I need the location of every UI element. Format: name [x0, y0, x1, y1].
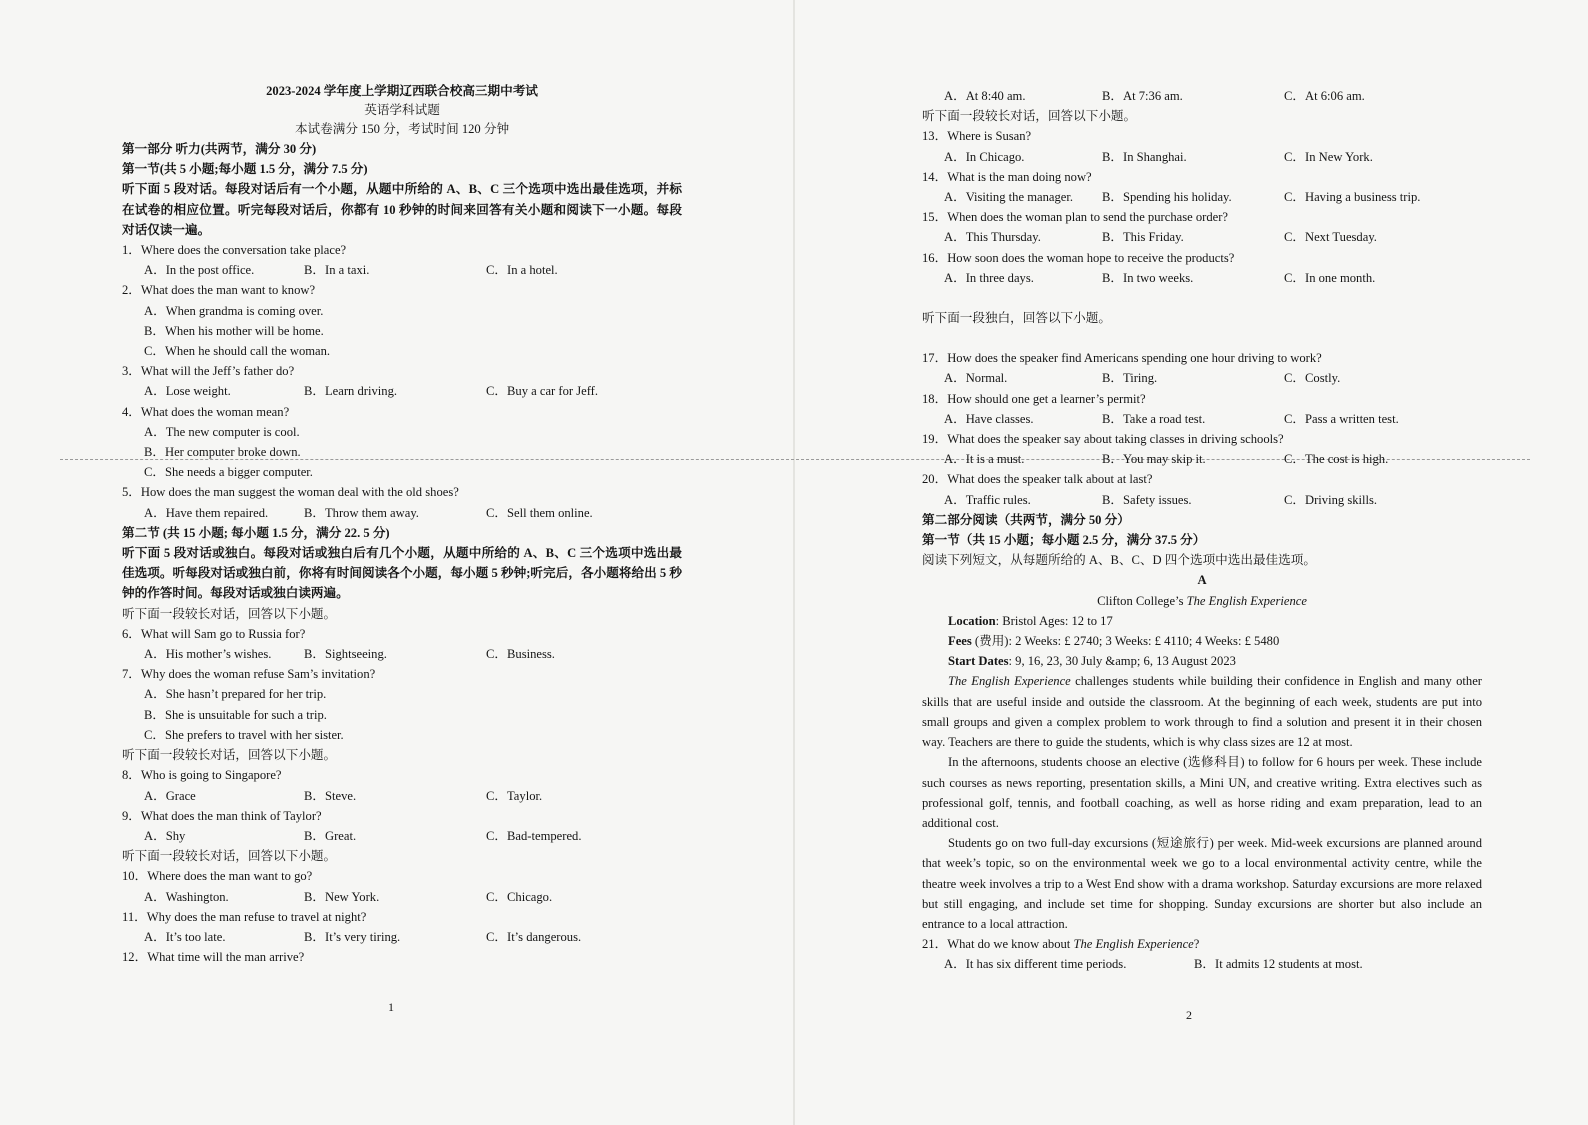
part1-heading: 第一部分 听力(共两节，满分 30 分): [122, 142, 317, 156]
option-a: A．When grandma is coming over.: [144, 303, 324, 318]
listen-instruction: 听下面一段较长对话，回答以下小题。: [122, 606, 337, 621]
spacer: [922, 328, 1482, 348]
option-b: B．When his mother will be home.: [144, 323, 324, 338]
option-b: B．In a taxi.: [304, 263, 370, 278]
question-7: 7．Why does the woman refuse Sam’s invitation?: [122, 667, 376, 682]
option-b: B．Safety issues.: [1102, 492, 1192, 507]
option-c: C．In one month.: [1284, 270, 1376, 285]
option-a: A．Shy: [144, 828, 186, 843]
option-b: B．Throw them away.: [304, 505, 419, 520]
option-b: B．New York.: [304, 889, 380, 904]
question-10: 10．Where does the man want to go?: [122, 869, 313, 884]
option-b: B．Her computer broke down.: [144, 445, 301, 460]
option-c: C．In New York.: [1284, 149, 1373, 164]
option-c: C．It’s dangerous.: [486, 929, 582, 944]
option-a: A．Have them repaired.: [144, 505, 269, 520]
section2-heading: 第二节 (共 15 小题; 每小题 1.5 分，满分 22. 5 分): [122, 525, 390, 540]
passage-letter: A: [1197, 573, 1207, 588]
option-b: B．In two weeks.: [1102, 270, 1194, 285]
question-8: 8．Who is going to Singapore?: [122, 768, 282, 783]
question-13-options: [922, 147, 1482, 167]
option-a: A．Traffic rules.: [944, 492, 1031, 507]
question-19: 19．What does the speaker say about taking classes in driving schools?: [922, 432, 1284, 447]
option-b: B．Steve.: [304, 788, 357, 803]
option-c: C．Chicago.: [486, 889, 553, 904]
passage-title: [922, 591, 1482, 611]
question-10-options: [122, 887, 682, 907]
option-b: B．Spending his holiday.: [1102, 190, 1232, 205]
option-a: A．In the post office.: [144, 263, 255, 278]
start-value: : 9, 16, 23, 30 July &amp; 6, 13 August 2023: [1008, 654, 1236, 669]
question-6-options: [122, 644, 682, 664]
question-19-options: [922, 449, 1482, 469]
option-b: B．Take a road test.: [1102, 411, 1206, 426]
option-c: C．In a hotel.: [486, 263, 558, 278]
option-b: B．You may skip it.: [1102, 452, 1206, 467]
question-16: 16．How soon does the woman hope to receive the products?: [922, 250, 1235, 265]
listen-instruction: 听下面一段较长对话，回答以下小题。: [122, 849, 337, 864]
question-14: 14．What is the man doing now?: [922, 169, 1092, 184]
question-5-options: [122, 503, 682, 523]
passage-paragraph-1: [922, 671, 1482, 752]
question-17: 17．How does the speaker find Americans spending one hour driving to work?: [922, 351, 1322, 366]
option-a: A．Grace: [144, 788, 196, 803]
question-4: 4．What does the woman mean?: [122, 404, 290, 419]
question-14-options: [922, 187, 1482, 207]
option-b: B．At 7:36 am.: [1102, 89, 1183, 103]
option-c: C．At 6:06 am.: [1284, 89, 1365, 103]
paragraph-1-italic: The English Experience: [948, 674, 1071, 689]
reading-instructions: 阅读下列短文，从每题所给的 A、B、C、D 四个选项中选出最佳选项。: [922, 553, 1316, 568]
right-column: [922, 86, 1482, 975]
option-b: B．Great.: [304, 828, 357, 843]
option-b: B．Learn driving.: [304, 384, 398, 399]
option-c: C．Having a business trip.: [1284, 190, 1421, 205]
option-b: B．Tiring.: [1102, 371, 1158, 386]
option-c: C．When he should call the woman.: [144, 344, 331, 359]
option-c: C．Buy a car for Jeff.: [486, 384, 599, 399]
option-a: A．Normal.: [944, 371, 1008, 386]
option-c: C．Business.: [486, 647, 555, 662]
option-a: A．Have classes.: [944, 411, 1034, 426]
option-c: C．Driving skills.: [1284, 492, 1378, 507]
listen-instruction: 听下面一段较长对话，回答以下小题。: [922, 109, 1137, 124]
left-column: [122, 82, 682, 967]
option-a: A．Visiting the manager.: [944, 190, 1074, 205]
section1-instructions: 听下面 5 段对话。每段对话后有一个小题，从题中所给的 A、B、C 三个选项中选出最佳选项，并标在试卷的相应位置。听完每段对话后，你都有 10 秒钟的时间来回答有关小题和阅读下一小题。每段对话仅读一遍。: [122, 182, 682, 237]
option-b: B．It admits 12 students at most.: [1194, 957, 1363, 972]
info-location: [922, 611, 1482, 631]
location-value: : Bristol Ages: 12 to 17: [995, 613, 1113, 628]
option-a: A．The new computer is cool.: [144, 424, 300, 439]
question-15-options: [922, 227, 1482, 247]
info-start-dates: [922, 651, 1482, 671]
fees-value: (费用): 2 Weeks: £ 2740; 3 Weeks: £ 4110; 4 Weeks: £ 5480: [971, 634, 1280, 649]
question-11-options: [122, 927, 682, 947]
listen-instruction: 听下面一段独白，回答以下小题。: [922, 311, 1111, 326]
option-b: B．It’s very tiring.: [304, 929, 401, 944]
option-c: C．Taylor.: [486, 788, 543, 803]
question-5: 5．How does the man suggest the woman deal with the old shoes?: [122, 485, 459, 500]
option-c: C．Pass a written test.: [1284, 411, 1399, 426]
passage-paragraph-2: In the afternoons, students choose an elective (选修科目) to follow for 6 hours per week. These include such courses as news reporting, presentation skills, a Mini UN, and creative writing. Extra electives such as professional golf, tennis, and football coaching, as well as horse riding and exam preparation, lead to an additional cost.: [922, 755, 1482, 830]
question-3: 3．What will the Jeff’s father do?: [122, 364, 295, 379]
reading-section1-heading: 第一节（共 15 小题；每小题 2.5 分，满分 37.5 分）: [922, 533, 1206, 548]
spacer: [922, 288, 1482, 308]
question-18-options: [922, 409, 1482, 429]
start-label: Start Dates: [948, 654, 1009, 669]
passage-title-italic: The English Experience: [1186, 593, 1307, 608]
option-c: C．She needs a bigger computer.: [144, 465, 313, 480]
passage-paragraph-3: Students go on two full-day excursions (短途旅行) per week. Mid-week excursions are planned around that week’s topic, so on the environmental week we go to a local environmental activity centre, while the theatre week involves a trip to a West End show with a drama workshop. Saturday excursions are more relaxed but still engaging, and include set time for shopping. Sunday excursions are shorter but also include an entrance to a local attraction.: [922, 836, 1482, 931]
option-c: C．Costly.: [1284, 371, 1341, 386]
question-12: 12．What time will the man arrive?: [122, 950, 305, 965]
question-12-options: [922, 86, 1482, 106]
question-20: 20．What does the speaker talk about at last?: [922, 472, 1153, 487]
title-block: [122, 82, 682, 139]
option-a: A．Washington.: [144, 889, 229, 904]
option-c: C．She prefers to travel with her sister.: [144, 727, 344, 742]
question-21: [922, 934, 1482, 954]
question-13: 13．Where is Susan?: [922, 129, 1032, 144]
question-21-italic: The English Experience: [1073, 937, 1194, 952]
option-a: A．Lose weight.: [144, 384, 231, 399]
exam-subject: 英语学科试题: [364, 103, 440, 117]
question-8-options: [122, 786, 682, 806]
question-20-options: [922, 490, 1482, 510]
paragraph-1-text: challenges students while building their confidence in English and many other skills that are useful inside and outside the classroom. At the beginning of each week, students are put into small groups and given a complex problem to work through to find a solution and present it in their chosen way. Teachers are there to guide the students, which is why class sizes are 12 at most.: [922, 674, 1483, 750]
option-a: A．In three days.: [944, 270, 1034, 285]
question-15: 15．When does the woman plan to send the purchase order?: [922, 210, 1229, 225]
info-fees: [922, 631, 1482, 651]
option-b: B．This Friday.: [1102, 230, 1184, 245]
exam-title: 2023-2024 学年度上学期辽西联合校高三期中考试: [266, 84, 538, 98]
question-1: 1．Where does the conversation take place?: [122, 243, 347, 258]
fees-label: Fees: [948, 634, 972, 649]
option-a: A．She hasn’t prepared for her trip.: [144, 687, 327, 702]
option-a: A．In Chicago.: [944, 149, 1025, 164]
option-b: B．In Shanghai.: [1102, 149, 1187, 164]
question-18: 18．How should one get a learner’s permit?: [922, 391, 1146, 406]
option-b: B．Sightseeing.: [304, 647, 387, 662]
option-a: A．At 8:40 am.: [944, 89, 1026, 103]
option-c: C．Sell them online.: [486, 505, 593, 520]
question-2: 2．What does the man want to know?: [122, 283, 316, 298]
option-a: A．It’s too late.: [144, 929, 226, 944]
page-number-right: 2: [1186, 1008, 1192, 1022]
section2-instructions: 听下面 5 段对话或独白。每段对话或独白后有几个小题，从题中所给的 A、B、C 三个选项中选出最佳选项。听每段对话或独白前，你将有时间阅读各个小题，每小题 5 秒钟;听完后，各小题将给出 5 秒钟的作答时间。每段对话或独白读两遍。: [122, 546, 682, 601]
question-21-suffix: ?: [1193, 937, 1200, 952]
page-number-left: 1: [388, 1000, 394, 1014]
question-3-options: [122, 381, 682, 401]
option-a: A．His mother’s wishes.: [144, 647, 272, 662]
passage-title-prefix: Clifton College’s: [1097, 593, 1187, 608]
question-1-options: [122, 260, 682, 280]
location-label: Location: [948, 613, 996, 628]
question-11: 11．Why does the man refuse to travel at night?: [122, 909, 367, 924]
exam-meta: 本试卷满分 150 分，考试时间 120 分钟: [294, 122, 510, 136]
question-17-options: [922, 368, 1482, 388]
option-c: C．Bad-tempered.: [486, 828, 582, 843]
option-a: A．This Thursday.: [944, 230, 1041, 245]
part2-heading: 第二部分阅读（共两节，满分 50 分）: [922, 512, 1130, 527]
listen-instruction: 听下面一段较长对话，回答以下小题。: [122, 748, 337, 763]
question-16-options: [922, 268, 1482, 288]
option-c: C．The cost is high.: [1284, 452, 1389, 467]
question-9: 9．What does the man think of Taylor?: [122, 808, 322, 823]
option-a: A．It is a must.: [944, 452, 1025, 467]
option-b: B．She is unsuitable for such a trip.: [144, 707, 327, 722]
option-a: A．It has six different time periods.: [944, 957, 1127, 972]
question-21-prefix: 21．What do we know about: [922, 937, 1074, 952]
question-21-options: [922, 954, 1482, 974]
option-c: C．Next Tuesday.: [1284, 230, 1377, 245]
question-6: 6．What will Sam go to Russia for?: [122, 626, 306, 641]
section1-heading: 第一节(共 5 小题;每小题 1.5 分，满分 7.5 分): [122, 162, 368, 177]
question-9-options: [122, 826, 682, 846]
page-spine: [793, 0, 795, 1125]
